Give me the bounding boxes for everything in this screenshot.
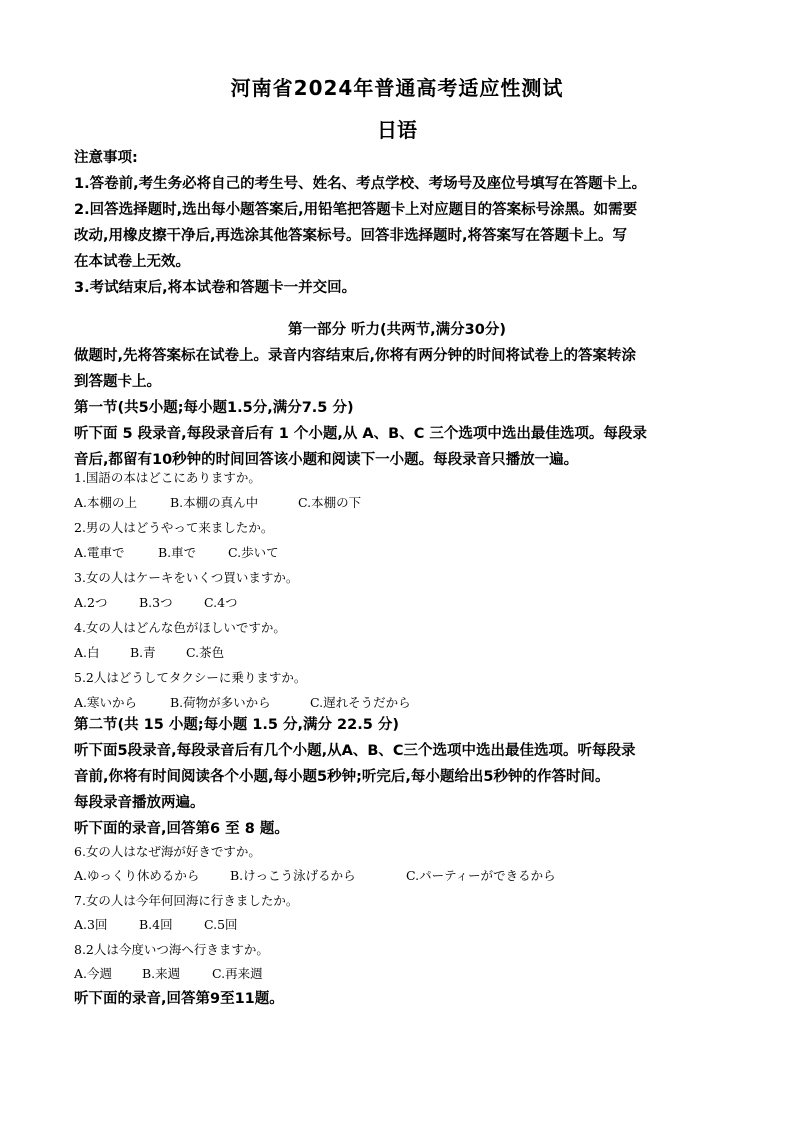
option-b: B.荷物が多いから [170,695,271,710]
section2-intro-line: 每段录音播放两遍。 [74,795,205,811]
question-6: 6.女の人はなぜ海が好きですか。 [74,844,261,859]
option-a: A.2つ [74,595,108,610]
option-c: C.茶色 [186,645,225,660]
exam-title: 河南省2024年普通高考适应性测试 [230,76,564,100]
section2-heading: 第二节(共 15 小题;每小题 1.5 分,满分 22.5 分) [74,717,399,733]
option-a: A.白 [74,645,100,660]
option-a: A.今週 [74,966,113,981]
notice-block [74,145,724,301]
section1-intro-line: 音后,都留有10秒钟的时间回答该小题和阅读下一小题。每段录音只播放一遍。 [74,452,579,468]
question-1: 1.国語の本はどこにありますか。 [74,470,261,485]
question-2-options [74,543,279,561]
section2-block [74,712,724,842]
option-c: C.4つ [204,595,238,610]
section2-intro-line: 音前,你将有时间阅读各个小题,每小题5秒钟;听完后,每小题给出5秒钟的作答时间。 [74,769,610,785]
notice-item: 2.回答选择题时,选出每小题答案后,用铅笔把答题卡上对应题目的答案标号涂黑。如需要 [74,202,638,218]
intro-line: 到答题卡上。 [74,374,161,390]
question-7-options [74,915,238,933]
option-b: B.4回 [139,917,173,932]
exam-subject: 日语 [377,118,417,142]
part1-heading: 第一部分 听力(共两节,满分30分) [288,322,506,338]
option-a: A.ゆっくり休めるから [74,868,200,883]
option-c: C.パーティーができるから [406,868,556,883]
option-b: B.本棚の真ん中 [170,495,259,510]
option-b: B.青 [130,645,156,660]
question-6-options [74,866,556,884]
option-c: C.本棚の下 [298,495,362,510]
section1-heading: 第一节(共5小题;每小题1.5分,满分7.5 分) [74,400,354,416]
question-8: 8.2人は今度いつ海へ行きますか。 [74,942,269,957]
question-4: 4.女の人はどんな色がほしいですか。 [74,620,286,635]
option-b: B.来週 [142,966,181,981]
option-c: C.歩いて [228,545,279,560]
option-a: A.電車で [74,545,125,560]
question-8-options [74,964,263,982]
question-3-options [74,593,238,611]
notice-item: 改动,用橡皮擦干净后,再选涂其他答案标号。回答非选择题时,将答案写在答题卡上。写 [74,228,628,244]
group-instruction: 听下面的录音,回答第6 至 8 题。 [74,821,289,837]
option-b: B.車で [158,545,197,560]
notice-item: 1.答卷前,考生务必将自己的考生号、姓名、考点学校、考场号及座位号填写在答题卡上。 [74,176,647,192]
section2-intro-line: 听下面5段录音,每段录音后有几个小题,从A、B、C三个选项中选出最佳选项。听每段录 [74,743,636,759]
notice-heading: 注意事项: [74,150,138,166]
question-5-options [74,693,411,711]
section1-intro-line: 听下面 5 段录音,每段录音后有 1 个小题,从 A、B、C 三个选项中选出最佳选项。每段录 [74,426,647,442]
intro-line: 做题时,先将答案标在试卷上。录音内容结束后,你将有两分钟的时间将试卷上的答案转涂 [74,348,637,364]
option-a: A.3回 [74,917,108,932]
part1-intro [74,343,724,473]
option-c: C.遅れそうだから [310,695,411,710]
question-2: 2.男の人はどうやって来ましたか。 [74,520,274,535]
notice-item: 在本试卷上无效。 [74,254,190,270]
question-3: 3.女の人はケーキをいくつ買いますか。 [74,570,299,585]
question-1-options [74,493,361,511]
option-b: B.3つ [139,595,173,610]
question-4-options [74,643,224,661]
option-c: C.5回 [204,917,238,932]
question-5: 5.2人はどうしてタクシーに乗りますか。 [74,670,307,685]
option-a: A.本棚の上 [74,495,138,510]
option-a: A.寒いから [74,695,138,710]
option-c: C.再来週 [212,966,263,981]
group-instruction: 听下面的录音,回答第9至11题。 [74,991,284,1007]
notice-item: 3.考试结束后,将本试卷和答题卡一并交回。 [74,280,357,296]
question-7: 7.女の人は今年何回海に行きましたか。 [74,893,299,908]
option-b: B.けっこう泳げるから [230,868,356,883]
